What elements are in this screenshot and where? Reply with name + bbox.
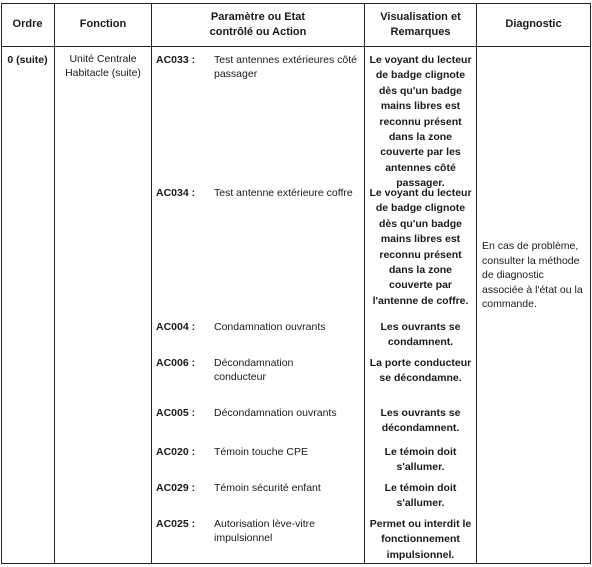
row-remark: Les ouvrants se décondamnent.	[380, 407, 461, 435]
column-divider	[151, 3, 152, 564]
row-code: AC034 :	[156, 187, 196, 199]
row-code: AC029 :	[156, 482, 196, 494]
table-border-top	[1, 3, 591, 4]
column-divider	[54, 3, 55, 564]
header-ordre: Ordre	[12, 18, 43, 30]
header-divider	[1, 46, 591, 47]
table-border-left	[1, 3, 2, 564]
row-code: AC004 :	[156, 321, 196, 333]
table-border-right	[590, 3, 591, 564]
row-code: AC006 :	[156, 357, 196, 369]
column-divider	[476, 3, 477, 564]
diagnostic-text: En cas de problème, consulter la méthode de diagnostic associée à l'état ou la commande.	[482, 240, 583, 311]
header-parametre: Paramètre ou Etat contrôlé ou Action	[209, 11, 307, 38]
header-fonction: Fonction	[79, 18, 127, 30]
fonction-value: Unité Centrale Habitacle (suite)	[65, 53, 141, 79]
row-code: AC020 :	[156, 446, 196, 458]
row-param: Témoin touche CPE	[214, 446, 308, 458]
table-border-bottom	[1, 563, 591, 564]
row-param: Décondamnation conducteur	[214, 357, 294, 383]
row-param: Témoin sécurité enfant	[214, 482, 321, 494]
ordre-value: 0 (suite)	[7, 54, 48, 66]
header-diagnostic: Diagnostic	[505, 18, 562, 30]
row-param: Autorisation lève-vitre impulsionnel	[214, 518, 315, 544]
row-param: Décondamnation ouvrants	[214, 407, 337, 419]
header-visualisation: Visualisation et Remarques	[380, 11, 461, 38]
row-remark: Le voyant du lecteur de badge clignote dès qu'un badge mains libres est reconnu présent dans la zone couverte par l'antenne de coffre.	[369, 187, 472, 307]
row-param: Test antennes extérieures côté passager	[214, 54, 358, 80]
row-remark: Les ouvrants se condamnent.	[380, 321, 461, 349]
row-code: AC033 :	[156, 54, 196, 66]
row-code: AC025 :	[156, 518, 196, 530]
row-remark: Le témoin doit s'allumer.	[384, 482, 457, 510]
row-param: Test antenne extérieure coffre	[214, 187, 353, 199]
column-divider	[364, 3, 365, 564]
row-remark: Le témoin doit s'allumer.	[384, 446, 457, 474]
row-param: Condamnation ouvrants	[214, 321, 326, 333]
row-code: AC005 :	[156, 407, 196, 419]
row-remark: Le voyant du lecteur de badge clignote dès qu'un badge mains libres est reconnu présent dans la zone couverte par les antennes côté passager.	[369, 54, 472, 190]
row-remark: La porte conducteur se décondamne.	[369, 357, 472, 385]
row-remark: Permet ou interdit le fonctionnement impulsionnel.	[369, 518, 472, 561]
